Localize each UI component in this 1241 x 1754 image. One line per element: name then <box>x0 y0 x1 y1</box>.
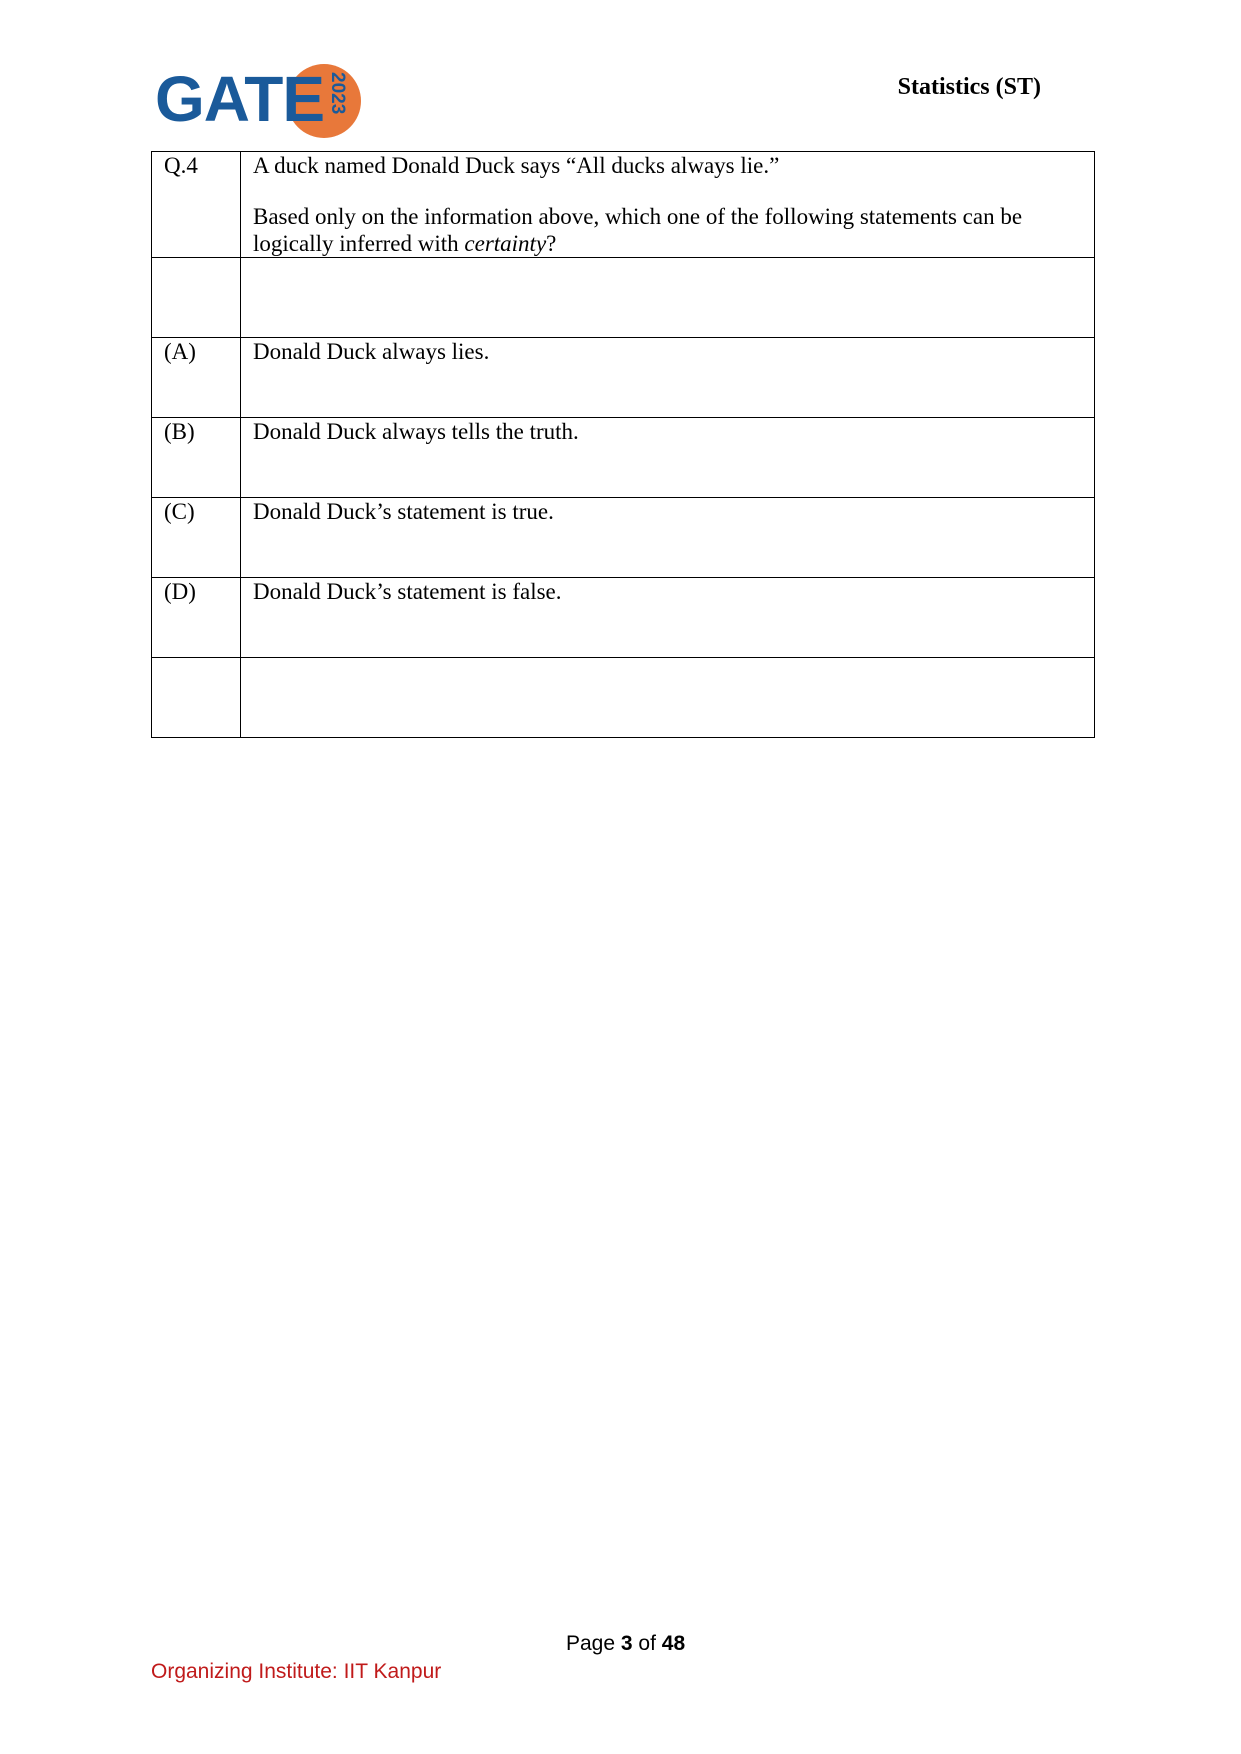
option-text: Donald Duck always tells the truth. <box>241 418 1095 498</box>
option-label: (B) <box>152 418 241 498</box>
page-mid: of <box>632 1632 662 1655</box>
option-row-a <box>152 338 1095 418</box>
gate-logo <box>155 60 365 142</box>
page-total: 48 <box>661 1632 686 1655</box>
page-number <box>566 1632 685 1656</box>
page-prefix: Page <box>566 1632 621 1655</box>
option-text: Donald Duck always lies. <box>241 338 1095 418</box>
option-label: (D) <box>152 578 241 658</box>
spacer-row <box>152 258 1095 338</box>
subject-title: Statistics (ST) <box>897 74 1041 100</box>
question-number: Q.4 <box>152 152 241 258</box>
option-label: (A) <box>152 338 241 418</box>
option-row-c <box>152 498 1095 578</box>
logo-text: GATE <box>155 63 325 135</box>
option-row-b <box>152 418 1095 498</box>
page-current: 3 <box>620 1632 633 1655</box>
organizer-text: Organizing Institute: IIT Kanpur <box>151 1660 442 1683</box>
option-label: (C) <box>152 498 241 578</box>
prompt-emphasis: certainty <box>464 231 547 256</box>
prompt-text: Based only on the information above, which one of the following statements can be logically inferred with <box>253 204 1023 256</box>
question-row <box>152 152 1095 258</box>
question-stem: A duck named Donald Duck says “All ducks always lie.” <box>253 153 780 178</box>
option-text: Donald Duck’s statement is false. <box>241 578 1095 658</box>
question-body <box>241 152 1095 258</box>
option-row-d <box>152 578 1095 658</box>
question-table <box>151 151 1095 738</box>
logo-year: 2023 <box>327 72 348 115</box>
spacer-row <box>152 658 1095 738</box>
question-prompt <box>253 203 1082 257</box>
prompt-end: ? <box>546 231 557 256</box>
option-text: Donald Duck’s statement is true. <box>241 498 1095 578</box>
